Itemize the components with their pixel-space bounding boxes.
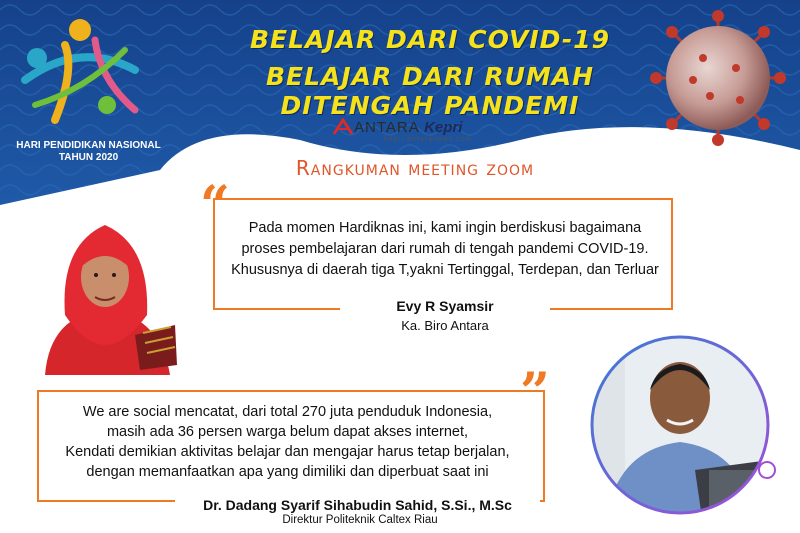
- coronavirus-illustration: [648, 8, 788, 148]
- event-line2: TAHUN 2020: [58, 152, 119, 163]
- antara-wordmark: [354, 119, 462, 136]
- title-line1: BELAJAR DARI COVID-19: [249, 25, 611, 54]
- title-line2: BELAJAR DARI RUMAH DITENGAH PANDEMI: [265, 62, 595, 120]
- brand-region: Kepri: [424, 118, 463, 136]
- quote1-role: Ka. Biro Antara: [401, 318, 489, 333]
- brand-name: ANTARA: [354, 118, 419, 136]
- quote1-text: [225, 218, 665, 281]
- speaker1-photo: [25, 205, 185, 375]
- antara-mark-icon: [332, 118, 354, 136]
- brand-url: kepri.antaranews.com: [384, 136, 473, 143]
- quote1-line: Pada momen Hardiknas ini, kami ingin berdiskusi bagaimana: [248, 220, 642, 236]
- close-quote-icon: ”: [520, 362, 550, 423]
- event-line1: HARI PENDIDIKAN NASIONAL: [16, 140, 161, 151]
- antara-logo: [332, 118, 462, 136]
- quote2-speaker: Dr. Dadang Syarif Sihabudin Sahid, S.Si., M.Sc: [175, 497, 540, 513]
- event-label: [6, 140, 171, 164]
- hardiknas-logo: [15, 10, 145, 130]
- quote1-speaker: Evy R Syamsir: [340, 298, 550, 314]
- speaker2-photo: [585, 320, 780, 525]
- subtitle: Rangkuman meeting zoom: [295, 156, 535, 180]
- quote2-line: We are social mencatat, dari total 270 juta penduduk Indonesia,: [82, 404, 493, 420]
- quote1-line: proses pembelajaran dari rumah di tengah pandemi COVID-19.: [241, 241, 649, 257]
- quote1-line: Khususnya di daerah tiga T,yakni Tertinggal, Terdepan, dan Terluar: [231, 262, 659, 278]
- quote2-line: dengan memanfaatkan apa yang dimiliki dan diperbuat saat ini: [86, 464, 489, 480]
- quote2-role: Direktur Politeknik Caltex Riau: [282, 514, 438, 526]
- quote2-line: Kendati demikian aktivitas belajar dan mengajar harus tetap berjalan,: [65, 444, 510, 460]
- quote2-text: [40, 402, 535, 482]
- open-quote-icon: “: [200, 175, 230, 236]
- quote2-line: masih ada 36 persen warga belum dapat akses internet,: [106, 424, 469, 440]
